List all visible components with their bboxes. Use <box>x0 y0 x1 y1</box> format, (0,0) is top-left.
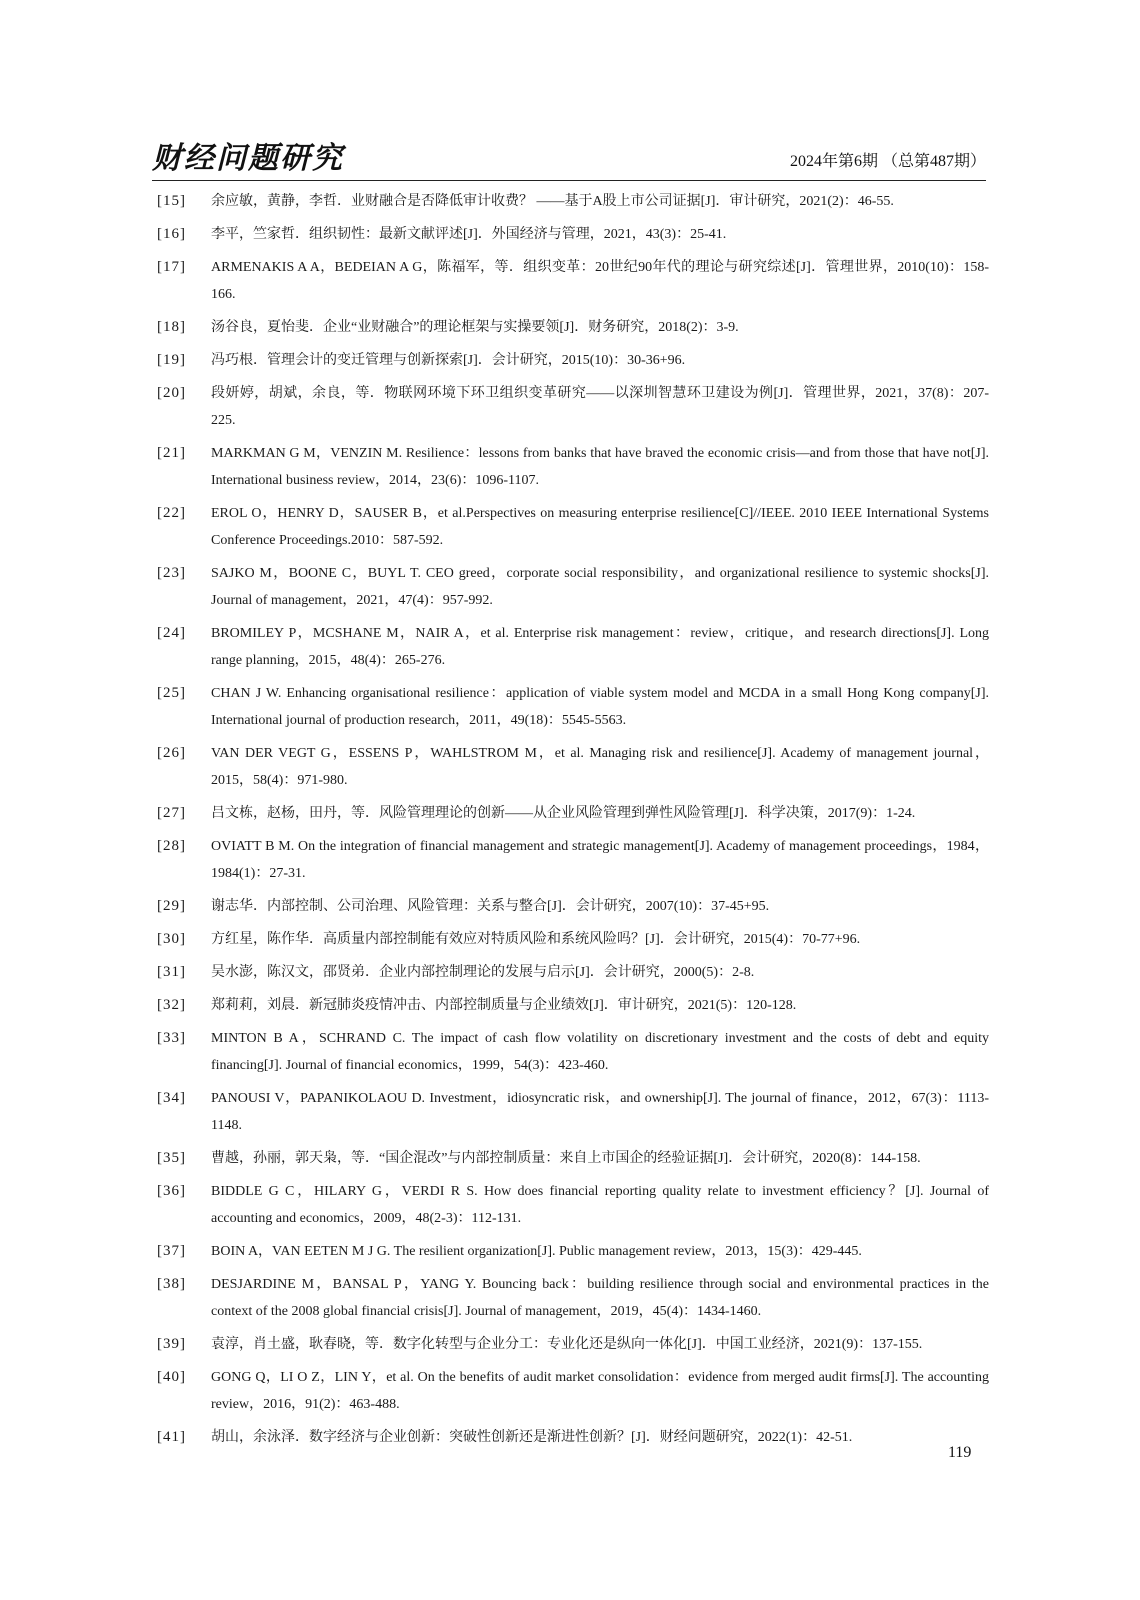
reference-text: 李平，竺家哲．组织韧性：最新文献评述[J]．外国经济与管理，2021，43(3)：25-41. <box>211 227 727 242</box>
reference-number: [26] <box>157 745 186 761</box>
reference-text: OVIATT B M. On the integration of financial management and strategic management[J]. Academy of management proceedings，1984，1984(1)：27-31. <box>211 839 989 881</box>
reference-item <box>157 1238 989 1265</box>
reference-number: [41] <box>157 1429 186 1445</box>
reference-item <box>157 1271 989 1325</box>
reference-item <box>157 1085 989 1139</box>
reference-item <box>157 347 989 374</box>
reference-text: 汤谷良，夏怡斐．企业“业财融合”的理论框架与实操要领[J]．财务研究，2018(2)：3-9. <box>211 320 739 335</box>
reference-item <box>157 221 989 248</box>
reference-text: MARKMAN G M，VENZIN M. Resilience：lessons from banks that have braved the economic crisis—and from those that have not[J]. International business review，2014，23(6)：1096-1107. <box>211 446 989 488</box>
reference-number: [16] <box>157 226 186 242</box>
reference-number: [15] <box>157 193 186 209</box>
reference-text: BROMILEY P，MCSHANE M，NAIR A，et al. Enterprise risk management：review，critique，and research directions[J]. Long range planning，2015，48(4)：265-276. <box>211 626 989 668</box>
reference-item <box>157 740 989 794</box>
page-header <box>152 140 986 181</box>
reference-text: PANOUSI V，PAPANIKOLAOU D. Investment，idiosyncratic risk，and ownership[J]. The journal of finance，2012，67(3)：1113-1148. <box>211 1091 989 1133</box>
reference-item <box>157 560 989 614</box>
reference-item <box>157 188 989 215</box>
reference-item <box>157 893 989 920</box>
reference-number: [37] <box>157 1243 186 1259</box>
reference-item <box>157 833 989 887</box>
reference-number: [31] <box>157 964 186 980</box>
issue-info: 2024年第6期 （总第487期） <box>789 153 986 170</box>
reference-item <box>157 440 989 494</box>
reference-number: [38] <box>157 1276 186 1292</box>
reference-item <box>157 926 989 953</box>
reference-number: [17] <box>157 259 186 275</box>
reference-item <box>157 800 989 827</box>
reference-text: 余应敏，黄静，李哲．业财融合是否降低审计收费？ ——基于A股上市公司证据[J]．审计研究，2021(2)：46-55. <box>211 194 894 209</box>
reference-number: [25] <box>157 685 186 701</box>
reference-number: [30] <box>157 931 186 947</box>
reference-text: 郑莉莉，刘晨．新冠肺炎疫情冲击、内部控制质量与企业绩效[J]．审计研究，2021(5)：120-128. <box>211 998 797 1013</box>
reference-text: 方红星，陈作华．高质量内部控制能有效应对特质风险和系统风险吗？[J]．会计研究，2015(4)：70-77+96. <box>211 932 861 947</box>
reference-number: [32] <box>157 997 186 1013</box>
reference-item <box>157 314 989 341</box>
reference-number: [39] <box>157 1336 186 1352</box>
reference-item <box>157 380 989 434</box>
reference-text: 谢志华．内部控制、公司治理、风险管理：关系与整合[J]．会计研究，2007(10)：37-45+95. <box>211 899 770 914</box>
reference-text: DESJARDINE M，BANSAL P，YANG Y. Bouncing back：building resilience through social and environmental practices in the context of the 2008 global financial crisis[J]. Journal of management，2019，45(4)：1434-1460. <box>211 1277 989 1319</box>
reference-number: [34] <box>157 1090 186 1106</box>
reference-text: 袁淳，肖土盛，耿春晓，等．数字化转型与企业分工：专业化还是纵向一体化[J]．中国工业经济，2021(9)：137-155. <box>211 1337 923 1352</box>
reference-text: 吕文栋，赵杨，田丹，等．风险管理理论的创新——从企业风险管理到弹性风险管理[J]．科学决策，2017(9)：1-24. <box>211 806 916 821</box>
reference-item <box>157 1145 989 1172</box>
reference-text: BIDDLE G C，HILARY G，VERDI R S. How does financial reporting quality relate to investment efficiency？[J]. Journal of accounting and economics，2009，48(2-3)：112-131. <box>211 1184 989 1226</box>
reference-text: CHAN J W. Enhancing organisational resilience：application of viable system model and MCDA in a small Hong Kong company[J]. International journal of production research，2011，49(18)：5545-5563. <box>211 686 989 728</box>
reference-text: 冯巧根．管理会计的变迁管理与创新探索[J]．会计研究，2015(10)：30-36+96. <box>211 353 686 368</box>
reference-number: [19] <box>157 352 186 368</box>
reference-text: 吴水澎，陈汉文，邵贤弟．企业内部控制理论的发展与启示[J]．会计研究，2000(5)：2-8. <box>211 965 755 980</box>
reference-text: 段妍婷，胡斌，余良，等．物联网环境下环卫组织变革研究——以深圳智慧环卫建设为例[J]．管理世界，2021，37(8)：207-225. <box>211 386 989 428</box>
reference-number: [28] <box>157 838 186 854</box>
reference-item <box>157 1331 989 1358</box>
reference-list <box>157 188 989 1457</box>
reference-text: 胡山，余泳泽．数字经济与企业创新：突破性创新还是渐进性创新？[J]．财经问题研究，2022(1)：42-51. <box>211 1430 853 1445</box>
reference-text: 曹越，孙丽，郭天枭，等．“国企混改”与内部控制质量：来自上市国企的经验证据[J]．会计研究，2020(8)：144-158. <box>211 1151 921 1166</box>
reference-number: [33] <box>157 1030 186 1046</box>
reference-number: [23] <box>157 565 186 581</box>
reference-number: [20] <box>157 385 186 401</box>
page-number: 119 <box>948 1444 972 1461</box>
reference-text: BOIN A，VAN EETEN M J G. The resilient organization[J]. Public management review，2013，15(3)：429-445. <box>211 1244 862 1259</box>
reference-text: EROL O，HENRY D，SAUSER B，et al.Perspectives on measuring enterprise resilience[C]//IEEE. 2010 IEEE International Systems Conference Proceedings.2010：587-592. <box>211 506 989 548</box>
reference-number: [35] <box>157 1150 186 1166</box>
reference-text: GONG Q，LI O Z，LIN Y，et al. On the benefits of audit market consolidation：evidence from merged audit firms[J]. The accounting review，2016，91(2)：463-488. <box>211 1370 989 1412</box>
reference-number: [27] <box>157 805 186 821</box>
reference-item <box>157 959 989 986</box>
reference-item <box>157 992 989 1019</box>
reference-text: VAN DER VEGT G，ESSENS P，WAHLSTROM M，et al. Managing risk and resilience[J]. Academy of management journal，2015，58(4)：971-980. <box>211 746 989 788</box>
reference-item <box>157 1424 989 1451</box>
reference-number: [36] <box>157 1183 186 1199</box>
reference-item <box>157 500 989 554</box>
reference-text: SAJKO M，BOONE C，BUYL T. CEO greed，corporate social responsibility，and organizational resilience to systemic shocks[J]. Journal of management，2021，47(4)：957-992. <box>211 566 989 608</box>
reference-item <box>157 254 989 308</box>
reference-number: [22] <box>157 505 186 521</box>
reference-number: [29] <box>157 898 186 914</box>
reference-number: [21] <box>157 445 186 461</box>
reference-text: MINTON B A，SCHRAND C. The impact of cash flow volatility on discretionary investment and the costs of debt and equity financing[J]. Journal of financial economics，1999，54(3)：423-460. <box>211 1031 989 1073</box>
reference-number: [24] <box>157 625 186 641</box>
reference-text: ARMENAKIS A A，BEDEIAN A G，陈福军，等．组织变革：20世纪90年代的理论与研究综述[J]．管理世界，2010(10)：158-166. <box>211 260 989 302</box>
reference-item <box>157 1178 989 1232</box>
reference-item <box>157 620 989 674</box>
reference-number: [18] <box>157 319 186 335</box>
reference-item <box>157 680 989 734</box>
reference-item <box>157 1025 989 1079</box>
reference-number: [40] <box>157 1369 186 1385</box>
journal-title-logo: 财经问题研究 <box>152 141 344 176</box>
reference-item <box>157 1364 989 1418</box>
